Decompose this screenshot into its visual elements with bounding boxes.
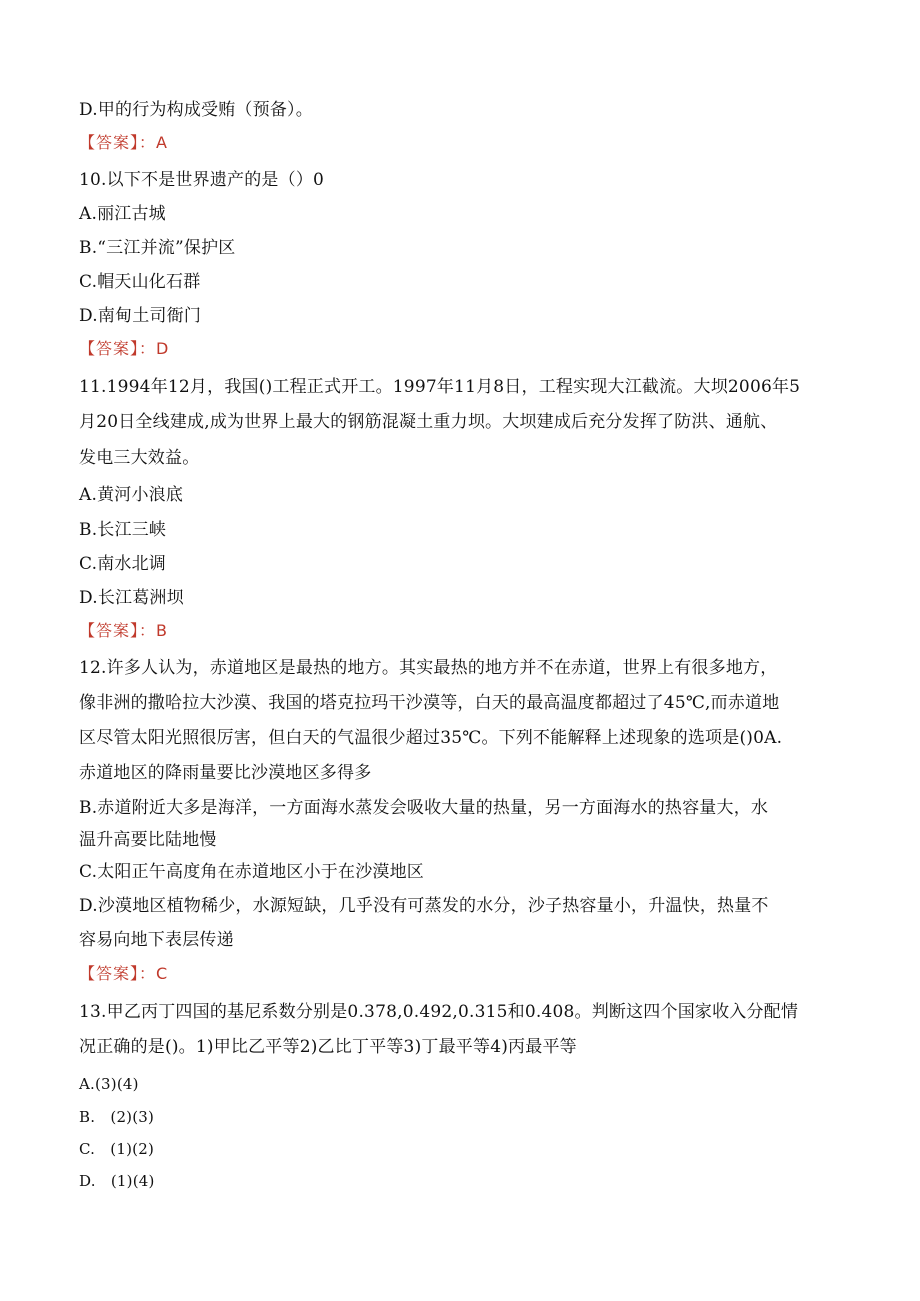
q12-option-b-line-1: B.赤道附近大多是海洋，一方面海水蒸发会吸收大量的热量，另一方面海水的热容量大，水 <box>79 798 769 818</box>
q13-question-line-1: 13.甲乙丙丁四国的基尼系数分别是0.378,0.492,0.315和0.408。判断这四个国家收入分配情 <box>79 1002 799 1022</box>
q9-answer: 【答案】：A <box>79 133 168 152</box>
q13-option-c: C. (1)(2) <box>79 1140 155 1158</box>
q10-option-b: B.“三江并流”保护区 <box>79 238 236 258</box>
q12-question-line-3: 区尽管太阳光照很厉害，但白天的气温很少超过35℃。下列不能解释上述现象的选项是()0A. <box>79 728 783 748</box>
q10-answer: 【答案】：D <box>79 339 170 358</box>
q13-question-line-2: 况正确的是()。1)甲比乙平等2)乙比丁平等3)丁最平等4)丙最平等 <box>79 1037 577 1057</box>
q10-option-d: D.南甸土司衙门 <box>79 306 202 326</box>
q11-option-b: B.长江三峡 <box>79 520 167 540</box>
q13-option-d: D. (1)(4) <box>79 1172 155 1190</box>
q11-question-line-2: 月20日全线建成,成为世界上最大的钢筋混凝土重力坝。大坝建成后充分发挥了防洪、通航、 <box>79 412 778 432</box>
q12-option-a: 赤道地区的降雨量要比沙漠地区多得多 <box>79 763 372 783</box>
q12-option-b-line-2: 温升高要比陆地慢 <box>79 830 217 850</box>
q11-question-line-1: 11.1994年12月，我国()工程正式开工。1997年11月8日，工程实现大江截流。大坝2006年5 <box>79 377 801 397</box>
q12-option-c: C.太阳正午高度角在赤道地区小于在沙漠地区 <box>79 862 425 882</box>
q13-option-b: B. (2)(3) <box>79 1108 155 1126</box>
q11-question-line-3: 发电三大效益。 <box>79 448 200 468</box>
q11-option-d: D.长江葛洲坝 <box>79 588 184 608</box>
q11-option-c: C.南水北调 <box>79 554 167 574</box>
q12-question-line-1: 12.许多人认为，赤道地区是最热的地方。其实最热的地方并不在赤道，世界上有很多地方， <box>79 658 778 678</box>
q10-question: 10.以下不是世界遗产的是（）0 <box>79 170 325 190</box>
q13-option-a: A.(3)(4) <box>79 1075 139 1093</box>
q9-option-d: D.甲的行为构成受贿（预备）。 <box>79 100 313 120</box>
q11-answer: 【答案】：B <box>79 621 168 640</box>
q10-option-a: A.丽江古城 <box>79 204 166 224</box>
q12-answer: 【答案】：C <box>79 964 169 983</box>
q12-question-line-2: 像非洲的撒哈拉大沙漠、我国的塔克拉玛干沙漠等，白天的最高温度都超过了45℃,而赤道地 <box>79 693 780 713</box>
q12-option-d-line-2: 容易向地下表层传递 <box>79 930 234 950</box>
q11-option-a: A.黄河小浪底 <box>79 485 184 505</box>
q10-option-c: C.帽天山化石群 <box>79 272 201 292</box>
q12-option-d-line-1: D.沙漠地区植物稀少，水源短缺，几乎没有可蒸发的水分，沙子热容量小，升温快，热量不 <box>79 896 769 916</box>
